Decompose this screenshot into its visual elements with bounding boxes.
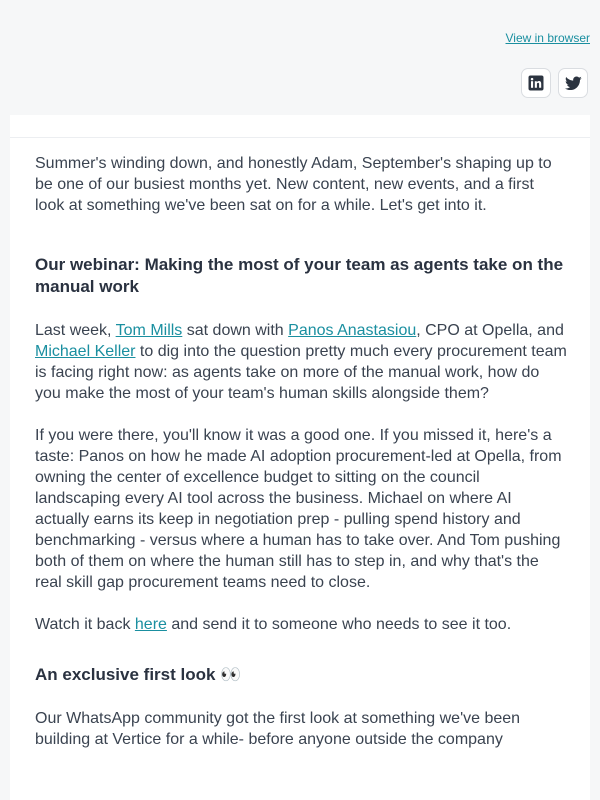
linkedin-button[interactable]: [521, 68, 551, 98]
first-look-heading: An exclusive first look 👀: [35, 665, 242, 684]
panos-anastasiou-link[interactable]: Panos Anastasiou: [288, 322, 417, 339]
text: to dig into the question pretty much every procurement team is facing right now: as agents take on more of the manual work, how do you make the most of your team's human skills alongside them?: [35, 343, 567, 402]
twitter-button[interactable]: [558, 68, 588, 98]
view-in-browser-link[interactable]: View in browser: [505, 31, 590, 45]
text: Watch it back: [35, 616, 135, 633]
text: sat down with: [182, 322, 289, 339]
email-header: [0, 0, 600, 115]
webinar-heading: Our webinar: Making the most of your team as agents take on the manual work: [35, 255, 564, 296]
webinar-paragraph-2: If you were there, you'll know it was a good one. If you missed it, here's a taste: Panos on how he made AI adoption procurement-led at Opella, from owning the center of excellence budget to sitting on the council landscaping every AI tool across the business. Michael on where AI actually earns its keep in negotiation prep - pulling spend history and benchmarking - versus where a human has to take over. And Tom pushing both of them on where the human still has to step in, and why that's the real skill gap procurement teams need to close.: [35, 427, 562, 591]
email-body: [35, 153, 567, 750]
webinar-paragraph-1: [35, 320, 567, 404]
watch-here-link[interactable]: here: [134, 616, 167, 633]
first-look-paragraph: Our WhatsApp community got the first look at something we've been building at Vertice for a while- before anyone outside the company: [35, 710, 521, 748]
intro-paragraph: Summer's winding down, and honestly Adam, September's shaping up to be one of our busiest months yet. New content, new events, and a first look at something we've been sat on for a while. Let's get into it.: [35, 155, 552, 214]
text: and send it to someone who needs to see it too.: [166, 616, 512, 633]
webinar-paragraph-3: [35, 614, 567, 635]
email-card: [10, 115, 590, 800]
text: , CPO at Opella, and: [416, 322, 564, 339]
text: Last week,: [35, 322, 116, 339]
card-top-divider: [10, 115, 590, 138]
michael-keller-link[interactable]: Michael Keller: [35, 343, 136, 360]
linkedin-icon: [528, 75, 544, 91]
tom-mills-link[interactable]: Tom Mills: [115, 322, 183, 339]
twitter-icon: [565, 76, 582, 91]
